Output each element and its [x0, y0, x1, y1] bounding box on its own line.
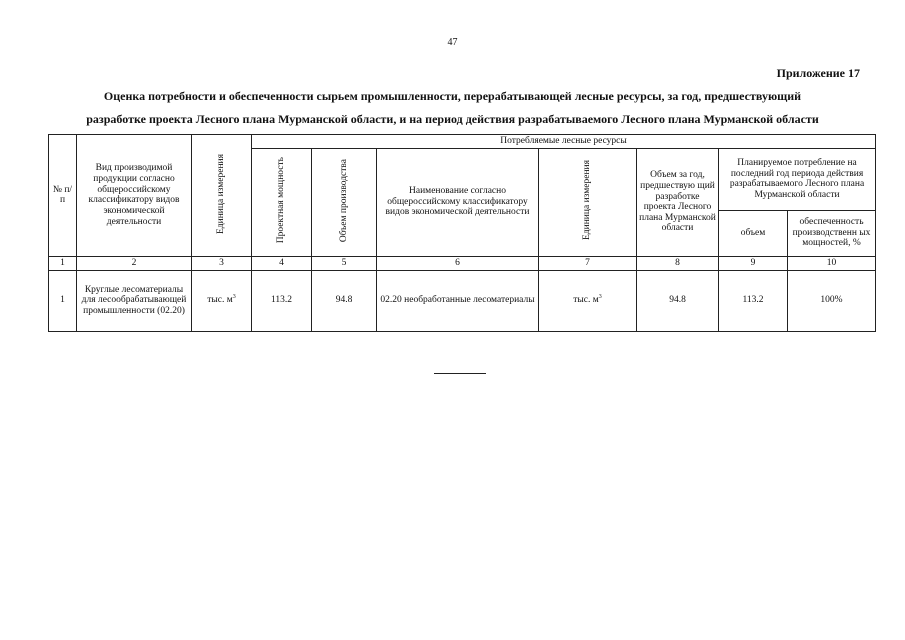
colnum-2: 2: [77, 256, 192, 270]
colnum-8: 8: [637, 256, 719, 270]
colnum-9: 9: [719, 256, 788, 270]
header-resource-name: Наименование согласно общероссийскому классификатору видов экономической деятельности: [377, 148, 539, 256]
colnum-1: 1: [49, 256, 77, 270]
colnum-5: 5: [312, 256, 377, 270]
header-resource-unit: Единица измерения: [582, 160, 593, 241]
cell-planned-provision: 100%: [788, 270, 876, 331]
header-production-cell: [312, 148, 377, 256]
cell-activity: Круглые лесоматериалы для лесообрабатывающей промышленности (02.20): [77, 270, 192, 331]
end-divider: [434, 373, 486, 374]
header-capacity: Проектная мощность: [276, 157, 287, 244]
cell-resource-name: 02.20 необработанные лесоматериалы: [377, 270, 539, 331]
header-unit: Единица измерения: [216, 153, 227, 234]
header-consumed-group: Потребляемые лесные ресурсы: [252, 135, 876, 149]
header-prev-year-volume: Объем за год, предшествую щий разработке проекта Лесного плана Мурманской области: [637, 148, 719, 256]
cell-capacity: 113.2: [252, 270, 312, 331]
header-production: Объем производства: [338, 158, 349, 242]
header-capacity-cell: [252, 148, 312, 256]
header-resource-unit-cell: [539, 148, 637, 256]
table-row: [49, 270, 876, 331]
header-planned-provision: обеспеченность производственн ых мощностей, %: [788, 210, 876, 256]
colnum-3: 3: [192, 256, 252, 270]
header-num: № п/п: [49, 135, 77, 257]
header-planned-group: Планируемое потребление на последний год периода действия разрабатываемого Лесного плана Мурманской области: [719, 148, 876, 210]
title-line-1: Оценка потребности и обеспеченности сырьем промышленности, перерабатывающей лесные ресурсы, за год, предшествующий: [103, 89, 802, 103]
cell-prev-year-volume: 94.8: [637, 270, 719, 331]
cell-resource-unit: [539, 270, 637, 331]
resources-table: [48, 134, 876, 332]
colnum-6: 6: [377, 256, 539, 270]
cell-num: 1: [49, 270, 77, 331]
cell-resource-unit-text: тыс. м: [573, 295, 599, 306]
cell-resource-unit-sup: 3: [598, 294, 602, 301]
colnum-10: 10: [788, 256, 876, 270]
cell-production: 94.8: [312, 270, 377, 331]
appendix-label: Приложение 17: [776, 66, 860, 80]
colnum-4: 4: [252, 256, 312, 270]
header-activity: Вид производимой продукции согласно общероссийскому классификатору видов экономической деятельности: [77, 135, 192, 257]
cell-unit: [192, 270, 252, 331]
cell-planned-volume: 113.2: [719, 270, 788, 331]
header-unit-cell: [192, 135, 252, 257]
colnum-7: 7: [539, 256, 637, 270]
cell-unit-text: тыс. м: [207, 295, 233, 306]
page-number: 47: [447, 37, 458, 48]
cell-unit-sup: 3: [232, 294, 236, 301]
title-line-2: разработке проекта Лесного плана Мурманской области, и на период действия разрабатываемого Лесного плана Мурманской области: [86, 112, 819, 126]
header-planned-volume: объем: [719, 210, 788, 256]
